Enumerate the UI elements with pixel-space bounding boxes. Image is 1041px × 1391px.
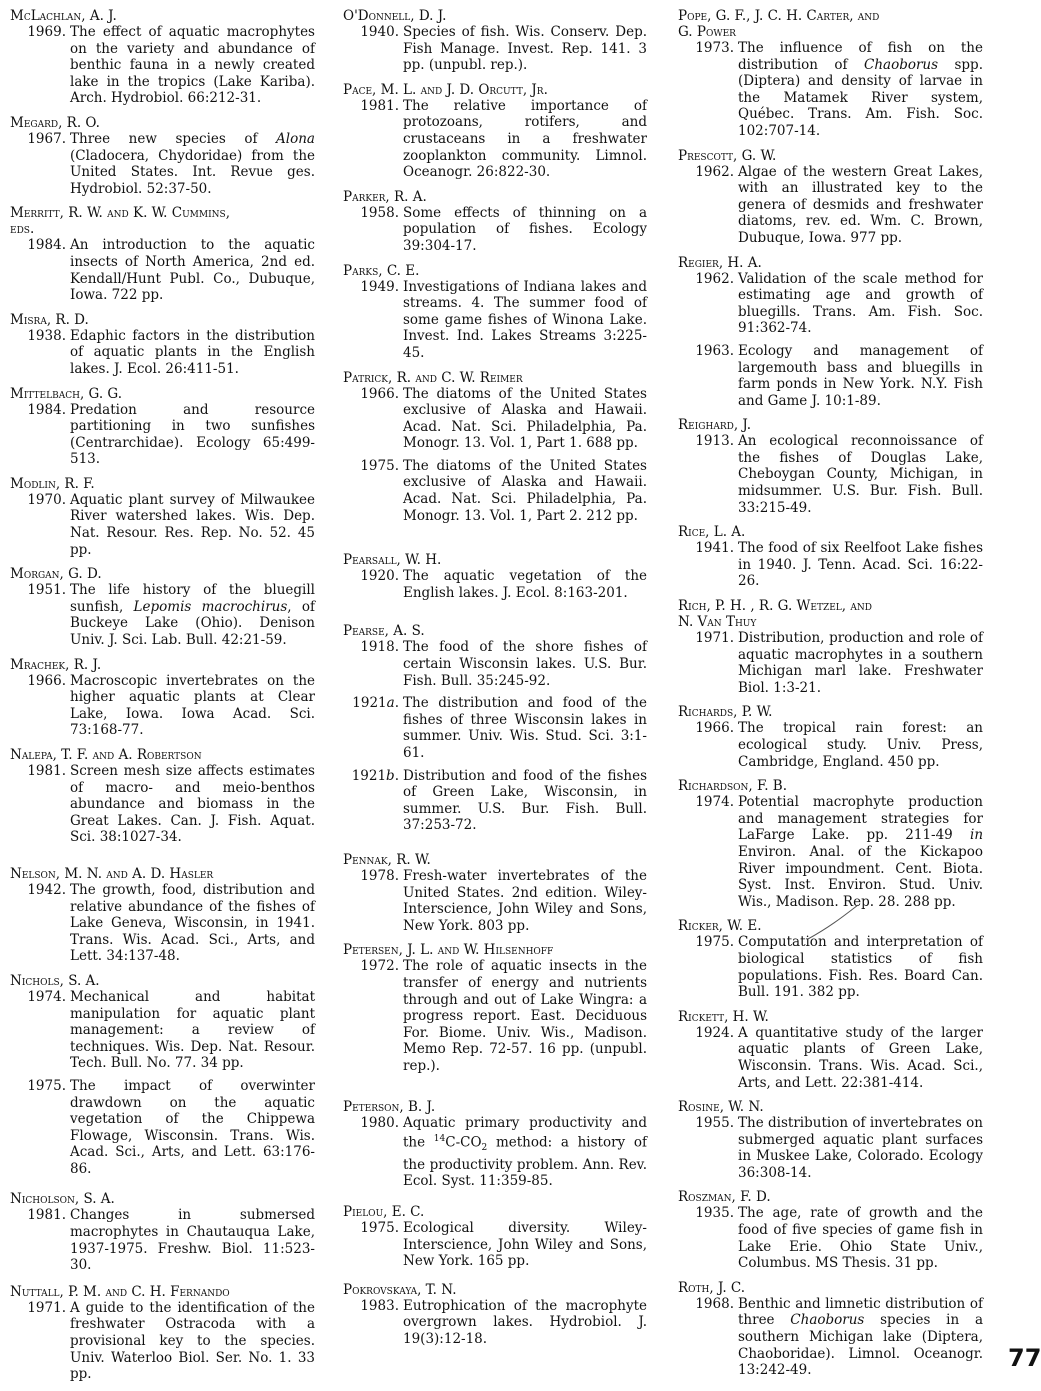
reference-text: The life history of the bluegill sunfish, Lepomis macrochirus, of Buckeye Lake (Ohio). Denison Univ. J. Sci. Lab. Bull. 42:21-59.	[70, 582, 315, 649]
reference-year: 1980.	[360, 1114, 399, 1131]
reference-author: Morgan, G. D.	[10, 566, 102, 583]
reference-author: Pearse, A. S.	[343, 623, 425, 640]
reference-text: Eutrophication of the macrophyte overgrown lakes. Hydrobiol. J. 19(3):12-18.	[403, 1297, 647, 1348]
reference-text: The relative importance of protozoans, rotifers, and crustaceans in a freshwater zooplankton community. Limnol. Oceanogr. 26:822-30.	[403, 97, 647, 181]
reference-entry	[10, 673, 315, 739]
reference-block	[678, 1009, 983, 1091]
reference-block	[10, 1284, 315, 1383]
reference-year: 1967.	[27, 130, 66, 147]
reference-author: Nuttall, P. M. and C. H. Fernando	[10, 1283, 230, 1300]
reference-entry	[678, 1296, 983, 1379]
reference-text: Fresh-water invertebrates of the United States. 2nd edition. Wiley-Interscience, John Wiley and Sons, New York. 803 pp.	[403, 867, 647, 934]
reference-year: 1962.	[695, 270, 734, 287]
reference-block	[10, 747, 315, 846]
reference-text: Aquatic plant survey of Milwaukee River watershed lakes. Wis. Dep. Nat. Resour. Res. Rep. No. 52. 45 pp.	[70, 491, 315, 558]
reference-block	[678, 778, 983, 910]
reference-column-left	[10, 8, 315, 1391]
reference-entry	[678, 540, 983, 590]
reference-entry	[343, 568, 647, 601]
reference-text: Potential macrophyte production and management strategies for LaFarge Lake. pp. 211-49 in Environ. Anal. of the Kickapoo River impoundment. Cent. Biota. Syst. Inst. Environ. Stud. Univ. Wis., Madison. Rep. 28. 288 pp.	[738, 794, 984, 910]
reference-year: 1938.	[27, 327, 66, 344]
reference-block	[678, 704, 983, 770]
reference-year: 1975.	[360, 457, 399, 474]
reference-text: Distribution and food of the fishes of Green Lake, Wisconsin, in summer. U.S. Bur. Fish. Bull. 37:253-72.	[403, 767, 647, 834]
reference-entry	[678, 433, 983, 516]
reference-block	[343, 370, 647, 525]
reference-author: Rich, P. H. , R. G. Wetzel, and N. Van Thuy	[678, 598, 872, 631]
reference-author: Regier, H. A.	[678, 254, 762, 271]
reference-text: An ecological reconnoissance of the fishes of Douglas Lake, Cheboygan County, Michigan, in midsummer. U.S. Bur. Fish. Bull. 33:215-49.	[738, 433, 983, 516]
reference-block	[678, 8, 983, 140]
reference-text: Ecological diversity. Wiley-Interscience, John Wiley and Sons, New York. 165 pp.	[403, 1220, 647, 1270]
reference-text: The aquatic vegetation of the English lakes. J. Ecol. 8:163-201.	[403, 568, 647, 601]
reference-entry	[10, 492, 315, 558]
reference-entry	[10, 237, 315, 303]
reference-entry	[678, 40, 983, 140]
page-number: 77	[1008, 1344, 1041, 1372]
reference-text: Distribution, production and role of aquatic macrophytes in a southern Michigan marl lake. Freshwater Biol. 1:3-21.	[738, 630, 983, 696]
reference-author: Parker, R. A.	[343, 188, 427, 205]
reference-author: Peterson, B. J.	[343, 1098, 436, 1115]
reference-year: 1966.	[695, 720, 734, 737]
reference-year: 1984.	[27, 237, 66, 254]
reference-entry	[10, 763, 315, 846]
reference-year: 1940.	[360, 24, 399, 40]
reference-entry	[678, 343, 983, 409]
reference-block	[678, 598, 983, 696]
reference-year: 1971.	[27, 1299, 66, 1316]
reference-block	[678, 417, 983, 516]
reference-author: Rice, L. A.	[678, 524, 746, 541]
reference-block	[10, 566, 315, 648]
reference-year: 1981.	[360, 97, 399, 114]
reference-entry	[343, 958, 647, 1074]
reference-author: Richardson, F. B.	[678, 778, 788, 795]
reference-year: 1981.	[27, 763, 66, 779]
reference-year: 1958.	[360, 204, 399, 221]
reference-year: 1975.	[27, 1077, 66, 1094]
reference-year: 1924.	[695, 1024, 734, 1041]
reference-block	[343, 852, 647, 934]
reference-entry	[343, 1115, 647, 1191]
reference-year: 1921b.	[351, 767, 399, 784]
reference-block	[10, 8, 315, 107]
reference-year: 1949.	[360, 278, 399, 295]
reference-year: 1975.	[695, 934, 734, 951]
reference-text: Species of fish. Wis. Conserv. Dep. Fish Manage. Invest. Rep. 141. 3 pp. (unpubl. rep.).	[403, 24, 647, 74]
reference-author: Prescott, G. W.	[678, 147, 777, 164]
reference-text: A quantitative study of the larger aquatic plants of Green Lake, Wisconsin. Trans. Wis. Acad. Sci., Arts, and Lett. 22:381-414.	[738, 1024, 983, 1091]
reference-block	[678, 1099, 983, 1181]
reference-entry	[343, 279, 647, 362]
reference-entry	[10, 24, 315, 107]
reference-text: The effect of aquatic macrophytes on the variety and abundance of benthic fauna in a newly created lake in the tropics (Lake Kariba). Arch. Hydrobiol. 66:212-31.	[70, 24, 315, 107]
reference-year: 1966.	[27, 672, 66, 689]
reference-text: Macroscopic invertebrates on the higher aquatic plants at Clear Lake, Iowa. Iowa Acad. Sci. 73:168-77.	[70, 672, 315, 739]
reference-author: Parks, C. E.	[343, 262, 420, 279]
reference-year: 1984.	[27, 401, 66, 418]
reference-entry	[678, 1025, 983, 1091]
reference-year: 1942.	[27, 881, 66, 898]
reference-entry	[343, 639, 647, 689]
reference-entry	[343, 695, 647, 761]
reference-text: An introduction to the aquatic insects of North America, 2nd ed. Kendall/Hunt Publ. Co., Dubuque, Iowa. 722 pp.	[70, 237, 315, 304]
reference-block	[10, 973, 315, 1178]
reference-block	[10, 657, 315, 739]
reference-text: A guide to the identification of the freshwater Ostracoda with a provisional key to the species. Univ. Waterloo Biol. Ser. No. 1. 33 pp.	[70, 1299, 315, 1383]
reference-text: Screen mesh size affects estimates of macro- and meio-benthos abundance and biomass in the Great Lakes. Can. J. Fish. Aquat. Sci. 38:1027-34.	[70, 763, 315, 846]
reference-year: 1971.	[695, 630, 734, 647]
reference-entry	[678, 1115, 983, 1181]
reference-year: 1941.	[695, 540, 734, 557]
reference-author: Richards, P. W.	[678, 704, 773, 721]
reference-year: 1978.	[360, 867, 399, 884]
reference-column-middle	[343, 8, 647, 1356]
reference-text: Three new species of Alona (Cladocera, Chydoridae) from the United States. Int. Revue ges. Hydrobiol. 52:37-50.	[70, 130, 315, 197]
reference-text: The growth, food, distribution and relative abundance of the fishes of Lake Geneva, Wisconsin, in 1941. Trans. Wis. Acad. Sci., Arts, and Lett. 34:137-48.	[70, 881, 315, 965]
reference-entry	[10, 989, 315, 1072]
reference-entry	[343, 1220, 647, 1270]
reference-entry	[10, 582, 315, 648]
reference-entry	[10, 1078, 315, 1178]
reference-author: Megard, R. O.	[10, 114, 100, 131]
reference-text: Benthic and limnetic distribution of three Chaoborus species in a southern Michigan lake (Diptera, Chaoboridae). Limnol. Oceanogr. 13:242-49.	[738, 1295, 983, 1379]
reference-block	[10, 312, 315, 378]
reference-author: Nicholson, S. A.	[10, 1191, 115, 1208]
reference-block	[10, 866, 315, 965]
reference-entry	[343, 98, 647, 181]
reference-author: Reighard, J.	[678, 417, 752, 434]
reference-year: 1973.	[695, 40, 734, 56]
reference-block	[343, 82, 647, 181]
reference-text: Ecology and management of largemouth bass and bluegills in farm ponds in New York. N.Y. Fish and Game J. 10:1-89.	[738, 342, 983, 409]
reference-author: Ricker, W. E.	[678, 918, 762, 935]
reference-year: 1974.	[695, 794, 734, 811]
reference-entry	[678, 1205, 983, 1271]
reference-block	[343, 942, 647, 1074]
reference-year: 1951.	[27, 582, 66, 599]
reference-year: 1970.	[27, 491, 66, 508]
reference-entry	[678, 794, 983, 910]
reference-year: 1913.	[695, 433, 734, 450]
reference-text: The age, rate of growth and the food of five species of game fish in Lake Erie. Ohio State Univ., Columbus. MS Thesis. 31 pp.	[738, 1205, 983, 1272]
reference-entry	[678, 934, 983, 1000]
reference-entry	[10, 1207, 315, 1273]
pencil-mark	[800, 903, 860, 943]
reference-entry	[10, 1300, 315, 1383]
reference-text: Changes in submersed macrophytes in Chautauqua Lake, 1937-1975. Freshw. Biol. 11:523-30.	[70, 1207, 315, 1274]
reference-year: 1962.	[695, 163, 734, 180]
reference-author: Nelson, M. N. and A. D. Hasler	[10, 865, 214, 882]
reference-text: The role of aquatic insects in the transfer of energy and nutrients through and out of Lake Wingra: a progress report. East. Deciduous For. Biome. Univ. Wis., Madison. Memo Rep. 72-57. 16 pp. (unpubl. rep.).	[403, 958, 647, 1074]
reference-author: Pennak, R. W.	[343, 851, 431, 868]
reference-entry	[343, 1298, 647, 1348]
reference-block	[10, 386, 315, 468]
reference-text: Algae of the western Great Lakes, with an illustrated key to the genera of desmids and freshwater diatoms, rev. ed. Wm. C. Brown, Dubuque, Iowa. 977 pp.	[738, 163, 983, 246]
reference-block	[343, 552, 647, 601]
reference-block	[678, 1189, 983, 1271]
reference-text: The distribution of invertebrates on submerged aquatic plant surfaces in Muskee Lake, Colorado. Ecology 36:308-14.	[738, 1115, 983, 1181]
reference-column-right	[678, 8, 983, 1387]
reference-author: Rickett, H. W.	[678, 1008, 769, 1025]
reference-author: Pokrovskaya, T. N.	[343, 1281, 457, 1298]
reference-author: Pace, M. L. and J. D. Orcutt, Jr.	[343, 81, 548, 98]
reference-text: Predation and resource partitioning in two sunfishes (Centrarchidae). Ecology 65:499-513.	[70, 401, 315, 468]
reference-text: The diatoms of the United States exclusive of Alaska and Hawaii. Acad. Nat. Sci. Philadelphia, Pa. Monogr. 13. Vol. 1, Part 2. 212 pp.	[403, 457, 647, 524]
reference-entry	[10, 882, 315, 965]
reference-year: 1983.	[360, 1297, 399, 1314]
reference-block	[678, 148, 983, 247]
reference-entry	[343, 768, 647, 834]
reference-year: 1921a.	[352, 695, 399, 712]
reference-text: Investigations of Indiana lakes and streams. 4. The summer food of some game fishes of Winona Lake. Invest. Ind. Lakes Streams 3:225-45.	[403, 278, 647, 361]
reference-text: The influence of fish on the distribution of Chaoborus spp. (Diptera) and density of larvae in the Matamek River system, Québec. Trans. Am. Fish. Soc. 102:707-14.	[738, 40, 983, 139]
reference-year: 1935.	[695, 1205, 734, 1222]
reference-author: Roszman, F. D.	[678, 1189, 771, 1206]
reference-block	[343, 1282, 647, 1348]
reference-block	[678, 524, 983, 590]
reference-block	[343, 8, 647, 74]
reference-author: Misra, R. D.	[10, 311, 89, 328]
reference-author: McLachlan, A. J.	[10, 8, 117, 24]
reference-author: Pope, G. F., J. C. H. Carter, and G. Power	[678, 8, 880, 40]
reference-entry	[10, 328, 315, 378]
reference-text: Computation and interpretation of biological statistics of fish populations. Fish. Res. Board Can. Bull. 191. 382 pp.	[738, 934, 983, 1001]
reference-entry	[678, 271, 983, 337]
reference-year: 1972.	[360, 958, 399, 975]
reference-author: Pielou, E. C.	[343, 1204, 425, 1221]
reference-year: 1918.	[360, 639, 399, 656]
reference-entry	[343, 24, 647, 74]
reference-block	[10, 476, 315, 558]
reference-block	[678, 1280, 983, 1379]
reference-entry	[10, 131, 315, 197]
reference-text: Edaphic factors in the distribution of aquatic plants in the English lakes. J. Ecol. 26:411-51.	[70, 327, 315, 377]
reference-block	[343, 1099, 647, 1191]
reference-text: The impact of overwinter drawdown on the aquatic vegetation of the Chippewa Flowage, Wisconsin. Trans. Wis. Acad. Sci., Arts, and Lett. 63:176-86.	[70, 1077, 315, 1177]
reference-block	[10, 205, 315, 303]
reference-entry	[678, 720, 983, 770]
reference-entry	[343, 458, 647, 524]
reference-block	[10, 1191, 315, 1273]
reference-author: Roth, J. C.	[678, 1279, 746, 1296]
reference-block	[343, 623, 647, 834]
reference-year: 1969.	[27, 24, 66, 40]
reference-author: Petersen, J. L. and W. Hilsenhoff	[343, 942, 554, 959]
reference-text: The distribution and food of the fishes of three Wisconsin lakes in summer. Univ. Wis. Stud. Sci. 3:1-61.	[403, 695, 647, 761]
reference-entry	[343, 205, 647, 255]
reference-text: Aquatic primary productivity and the $^{14}C-CO_2$ method: a history of the productivity problem. Ann. Rev. Ecol. Syst. 11:359-85.	[403, 1114, 647, 1190]
reference-author: O'Donnell, D. J.	[343, 8, 447, 24]
reference-text: The tropical rain forest: an ecological study. Univ. Press, Cambridge, England. 450 pp.	[738, 720, 983, 770]
reference-entry	[678, 630, 983, 696]
reference-block	[10, 115, 315, 197]
reference-author: Mittelbach, G. G.	[10, 385, 123, 402]
reference-year: 1974.	[27, 988, 66, 1005]
reference-year: 1955.	[695, 1115, 734, 1132]
reference-entry	[343, 868, 647, 934]
reference-text: Mechanical and habitat manipulation for aquatic plant management: a review of techniques. Wis. Dep. Nat. Resour. Tech. Bull. No. 77. 34 pp.	[70, 988, 315, 1072]
reference-author: Patrick, R. and C. W. Reimer	[343, 369, 523, 386]
reference-year: 1920.	[360, 568, 399, 585]
reference-author: Nichols, S. A.	[10, 972, 100, 989]
reference-text: The food of six Reelfoot Lake fishes in 1940. J. Tenn. Acad. Sci. 16:22-26.	[738, 540, 983, 590]
reference-year: 1981.	[27, 1207, 66, 1224]
reference-block	[343, 1204, 647, 1270]
reference-author: Merritt, R. W. and K. W. Cummins, eds.	[10, 205, 230, 238]
reference-text: Some effects of thinning on a population of fishes. Ecology 39:304-17.	[403, 204, 647, 254]
reference-year: 1975.	[360, 1220, 399, 1237]
reference-author: Rosine, W. N.	[678, 1099, 764, 1116]
reference-text: Validation of the scale method for estimating age and growth of bluegills. Trans. Am. Fish. Soc. 91:362-74.	[738, 270, 983, 337]
reference-entry	[678, 164, 983, 247]
reference-block	[343, 263, 647, 362]
reference-author: Pearsall, W. H.	[343, 552, 442, 569]
reference-text: The diatoms of the United States exclusive of Alaska and Hawaii. Acad. Nat. Sci. Philadelphia, Pa. Monogr. 13. Vol. 1, Part 1. 688 pp.	[403, 385, 647, 452]
reference-entry	[10, 402, 315, 468]
reference-year: 1963.	[695, 342, 734, 359]
reference-block	[678, 255, 983, 410]
reference-year: 1968.	[695, 1295, 734, 1312]
reference-author: Mrachek, R. J.	[10, 656, 102, 673]
reference-entry	[343, 386, 647, 452]
reference-text: The food of the shore fishes of certain Wisconsin lakes. U.S. Bur. Fish. Bull. 35:245-92.	[403, 639, 647, 689]
reference-author: Nalepa, T. F. and A. Robertson	[10, 747, 202, 763]
reference-author: Modlin, R. F.	[10, 475, 95, 492]
reference-year: 1966.	[360, 385, 399, 402]
reference-block	[343, 189, 647, 255]
